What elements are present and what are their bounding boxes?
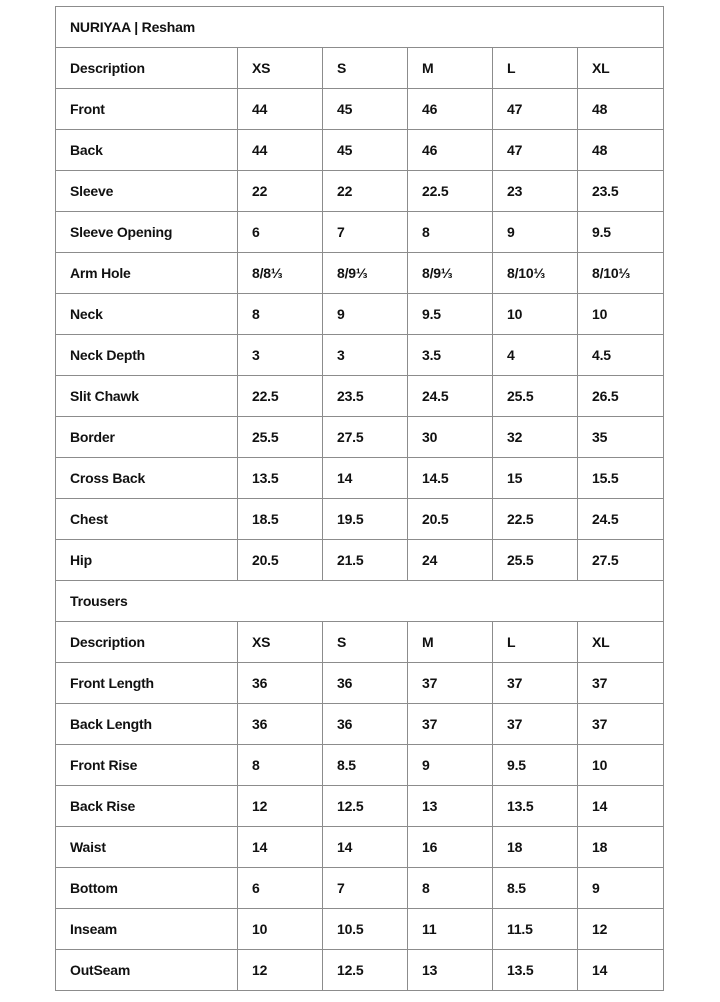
measurement-cell: 13.5 bbox=[493, 950, 578, 991]
measurement-cell: 8/10⅓ bbox=[578, 253, 664, 294]
measurement-cell: 22.5 bbox=[408, 171, 493, 212]
measurement-cell: 37 bbox=[493, 704, 578, 745]
measurement-cell: 44 bbox=[238, 130, 323, 171]
measurement-cell: 3.5 bbox=[408, 335, 493, 376]
measurement-cell: 4 bbox=[493, 335, 578, 376]
measurement-cell: 25.5 bbox=[493, 540, 578, 581]
row-label: Arm Hole bbox=[56, 253, 238, 294]
measurement-cell: 45 bbox=[323, 89, 408, 130]
row-label: Front Length bbox=[56, 663, 238, 704]
table-row bbox=[56, 458, 664, 499]
row-label: Back Length bbox=[56, 704, 238, 745]
measurement-cell: 30 bbox=[408, 417, 493, 458]
measurement-cell: 46 bbox=[408, 89, 493, 130]
measurement-cell: 24 bbox=[408, 540, 493, 581]
measurement-cell: 20.5 bbox=[238, 540, 323, 581]
measurement-cell: 8/9⅓ bbox=[408, 253, 493, 294]
table-row bbox=[56, 171, 664, 212]
measurement-cell: 23.5 bbox=[323, 376, 408, 417]
measurement-cell: 37 bbox=[408, 663, 493, 704]
measurement-cell: 8 bbox=[238, 294, 323, 335]
measurement-cell: 36 bbox=[238, 704, 323, 745]
measurement-cell: 6 bbox=[238, 212, 323, 253]
row-label: Chest bbox=[56, 499, 238, 540]
measurement-cell: 10 bbox=[578, 745, 664, 786]
measurement-cell: 37 bbox=[493, 663, 578, 704]
measurement-cell: 20.5 bbox=[408, 499, 493, 540]
measurement-cell: 13.5 bbox=[238, 458, 323, 499]
measurement-cell: 18 bbox=[578, 827, 664, 868]
table-row bbox=[56, 294, 664, 335]
table-title: NURIYAA | Resham bbox=[56, 7, 664, 48]
measurement-cell: 19.5 bbox=[323, 499, 408, 540]
measurement-cell: 45 bbox=[323, 130, 408, 171]
row-label: Neck Depth bbox=[56, 335, 238, 376]
measurement-cell: 8 bbox=[238, 745, 323, 786]
column-header-size: S bbox=[323, 622, 408, 663]
measurement-cell: 44 bbox=[238, 89, 323, 130]
table-row bbox=[56, 868, 664, 909]
measurement-cell: 8 bbox=[408, 868, 493, 909]
measurement-cell: 48 bbox=[578, 89, 664, 130]
measurement-cell: 22.5 bbox=[493, 499, 578, 540]
measurement-cell: 37 bbox=[578, 704, 664, 745]
measurement-cell: 25.5 bbox=[238, 417, 323, 458]
measurement-cell: 4.5 bbox=[578, 335, 664, 376]
table-row bbox=[56, 130, 664, 171]
row-label: Inseam bbox=[56, 909, 238, 950]
column-header-size: L bbox=[493, 622, 578, 663]
measurement-cell: 36 bbox=[323, 663, 408, 704]
measurement-cell: 3 bbox=[323, 335, 408, 376]
size-chart-table bbox=[55, 6, 664, 991]
row-label: Border bbox=[56, 417, 238, 458]
measurement-cell: 27.5 bbox=[323, 417, 408, 458]
measurement-cell: 23.5 bbox=[578, 171, 664, 212]
measurement-cell: 46 bbox=[408, 130, 493, 171]
measurement-cell: 14 bbox=[238, 827, 323, 868]
measurement-cell: 8.5 bbox=[493, 868, 578, 909]
title-row bbox=[56, 7, 664, 48]
measurement-cell: 11.5 bbox=[493, 909, 578, 950]
table-row bbox=[56, 253, 664, 294]
size-chart-body bbox=[56, 7, 664, 991]
measurement-cell: 12 bbox=[238, 950, 323, 991]
measurement-cell: 9 bbox=[323, 294, 408, 335]
measurement-cell: 8/9⅓ bbox=[323, 253, 408, 294]
measurement-cell: 12 bbox=[238, 786, 323, 827]
measurement-cell: 21.5 bbox=[323, 540, 408, 581]
row-label: Cross Back bbox=[56, 458, 238, 499]
measurement-cell: 10 bbox=[578, 294, 664, 335]
column-header-size: M bbox=[408, 48, 493, 89]
row-label: Neck bbox=[56, 294, 238, 335]
measurement-cell: 13 bbox=[408, 786, 493, 827]
measurement-cell: 14.5 bbox=[408, 458, 493, 499]
measurement-cell: 9 bbox=[408, 745, 493, 786]
measurement-cell: 7 bbox=[323, 212, 408, 253]
column-header-size: M bbox=[408, 622, 493, 663]
table-row bbox=[56, 827, 664, 868]
row-label: Sleeve Opening bbox=[56, 212, 238, 253]
table-row bbox=[56, 499, 664, 540]
column-header-description: Description bbox=[56, 622, 238, 663]
measurement-cell: 13 bbox=[408, 950, 493, 991]
row-label: OutSeam bbox=[56, 950, 238, 991]
measurement-cell: 12 bbox=[578, 909, 664, 950]
measurement-cell: 18 bbox=[493, 827, 578, 868]
trousers-header-row bbox=[56, 622, 664, 663]
measurement-cell: 14 bbox=[323, 827, 408, 868]
measurement-cell: 23 bbox=[493, 171, 578, 212]
measurement-cell: 10 bbox=[493, 294, 578, 335]
measurement-cell: 12.5 bbox=[323, 786, 408, 827]
measurement-cell: 8 bbox=[408, 212, 493, 253]
table-row bbox=[56, 950, 664, 991]
row-label: Front Rise bbox=[56, 745, 238, 786]
measurement-cell: 15.5 bbox=[578, 458, 664, 499]
row-label: Waist bbox=[56, 827, 238, 868]
measurement-cell: 16 bbox=[408, 827, 493, 868]
table-row bbox=[56, 89, 664, 130]
row-label: Slit Chawk bbox=[56, 376, 238, 417]
table-row bbox=[56, 376, 664, 417]
measurement-cell: 14 bbox=[578, 950, 664, 991]
measurement-cell: 26.5 bbox=[578, 376, 664, 417]
table-row bbox=[56, 417, 664, 458]
column-header-size: XL bbox=[578, 622, 664, 663]
column-header-size: XL bbox=[578, 48, 664, 89]
table-row bbox=[56, 212, 664, 253]
row-label: Hip bbox=[56, 540, 238, 581]
measurement-cell: 8/8⅓ bbox=[238, 253, 323, 294]
measurement-cell: 35 bbox=[578, 417, 664, 458]
measurement-cell: 24.5 bbox=[578, 499, 664, 540]
measurement-cell: 8.5 bbox=[323, 745, 408, 786]
measurement-cell: 13.5 bbox=[493, 786, 578, 827]
table-row bbox=[56, 540, 664, 581]
row-label: Back Rise bbox=[56, 786, 238, 827]
measurement-cell: 11 bbox=[408, 909, 493, 950]
table-row bbox=[56, 704, 664, 745]
row-label: Bottom bbox=[56, 868, 238, 909]
measurement-cell: 10.5 bbox=[323, 909, 408, 950]
measurement-cell: 8/10⅓ bbox=[493, 253, 578, 294]
shirt-header-row bbox=[56, 48, 664, 89]
measurement-cell: 14 bbox=[578, 786, 664, 827]
measurement-cell: 9.5 bbox=[493, 745, 578, 786]
column-header-size: S bbox=[323, 48, 408, 89]
trousers-section-row bbox=[56, 581, 664, 622]
measurement-cell: 37 bbox=[408, 704, 493, 745]
table-row bbox=[56, 786, 664, 827]
section-title-trousers: Trousers bbox=[56, 581, 664, 622]
measurement-cell: 36 bbox=[238, 663, 323, 704]
row-label: Back bbox=[56, 130, 238, 171]
table-row bbox=[56, 663, 664, 704]
measurement-cell: 3 bbox=[238, 335, 323, 376]
measurement-cell: 36 bbox=[323, 704, 408, 745]
measurement-cell: 9 bbox=[493, 212, 578, 253]
measurement-cell: 18.5 bbox=[238, 499, 323, 540]
measurement-cell: 24.5 bbox=[408, 376, 493, 417]
row-label: Sleeve bbox=[56, 171, 238, 212]
measurement-cell: 22 bbox=[238, 171, 323, 212]
measurement-cell: 37 bbox=[578, 663, 664, 704]
measurement-cell: 47 bbox=[493, 130, 578, 171]
measurement-cell: 27.5 bbox=[578, 540, 664, 581]
column-header-description: Description bbox=[56, 48, 238, 89]
table-row bbox=[56, 909, 664, 950]
measurement-cell: 7 bbox=[323, 868, 408, 909]
table-row bbox=[56, 745, 664, 786]
measurement-cell: 48 bbox=[578, 130, 664, 171]
column-header-size: XS bbox=[238, 48, 323, 89]
column-header-size: L bbox=[493, 48, 578, 89]
table-row bbox=[56, 335, 664, 376]
measurement-cell: 9 bbox=[578, 868, 664, 909]
measurement-cell: 32 bbox=[493, 417, 578, 458]
column-header-size: XS bbox=[238, 622, 323, 663]
measurement-cell: 14 bbox=[323, 458, 408, 499]
measurement-cell: 47 bbox=[493, 89, 578, 130]
measurement-cell: 6 bbox=[238, 868, 323, 909]
measurement-cell: 10 bbox=[238, 909, 323, 950]
row-label: Front bbox=[56, 89, 238, 130]
measurement-cell: 12.5 bbox=[323, 950, 408, 991]
measurement-cell: 22.5 bbox=[238, 376, 323, 417]
measurement-cell: 9.5 bbox=[408, 294, 493, 335]
measurement-cell: 15 bbox=[493, 458, 578, 499]
measurement-cell: 25.5 bbox=[493, 376, 578, 417]
measurement-cell: 22 bbox=[323, 171, 408, 212]
measurement-cell: 9.5 bbox=[578, 212, 664, 253]
